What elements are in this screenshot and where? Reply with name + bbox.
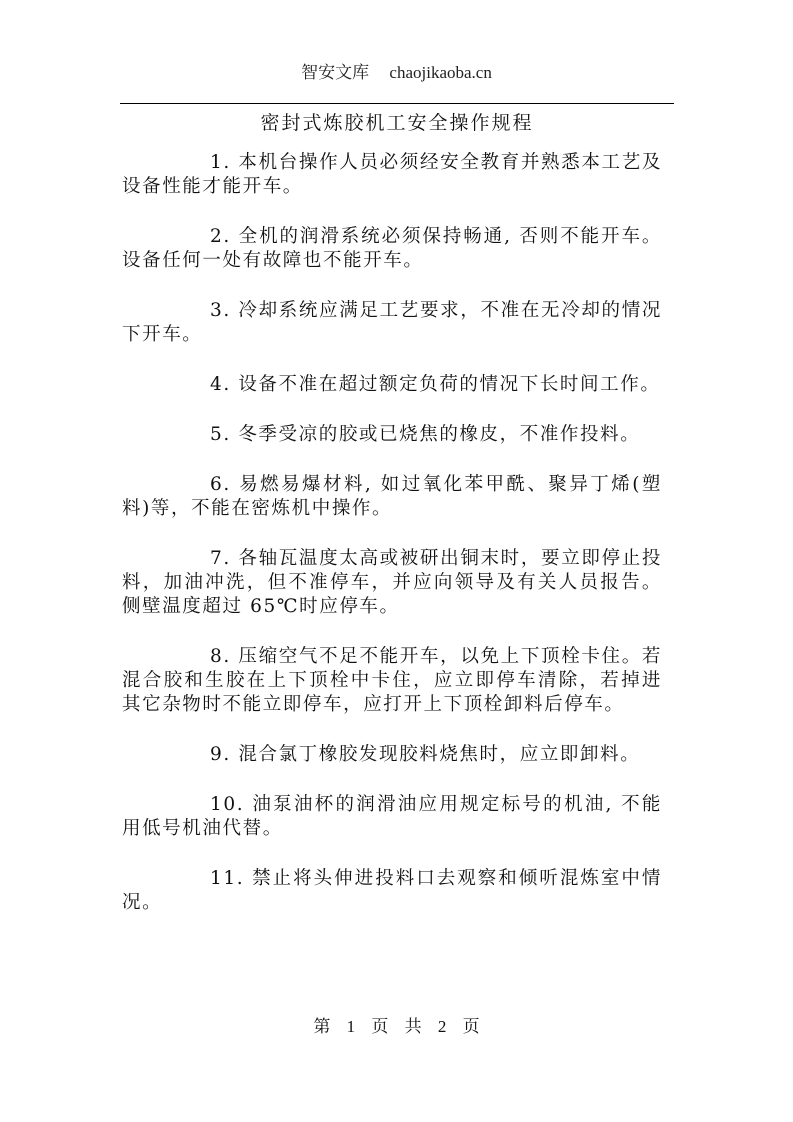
paragraph-1: 1. 本机台操作人员必须经安全教育并熟悉本工艺及设备性能才能开车。 (122, 152, 662, 197)
site-url: chaojikaoba.cn (389, 63, 492, 82)
paragraph-9: 9. 混合氯丁橡胶发现胶料烧焦时，应立即卸料。 (210, 744, 641, 765)
paragraph-11: 11. 禁止将头伸进投料口去观察和倾听混炼室中情况。 (122, 868, 662, 913)
paragraph-3: 3. 冷却系统应满足工艺要求，不准在无冷却的情况下开车。 (122, 300, 662, 345)
page-prefix: 第 (313, 1017, 331, 1036)
total-prefix: 共 (404, 1017, 422, 1036)
paragraph-4: 4. 设备不准在超过额定负荷的情况下长时间工作。 (210, 374, 661, 395)
paragraph-2: 2. 全机的润滑系统必须保持畅通, 否则不能开车。设备任何一处有故障也不能开车。 (122, 226, 662, 271)
total-pages-number: 2 (437, 1017, 447, 1036)
paragraph-7: 7. 各轴瓦温度太高或被研出铜末时，要立即停止投料，加油冲洗，但不准停车，并应向领导及有关人员报告。侧壁温度超过 65℃时应停车。 (122, 548, 662, 617)
page-header (0, 58, 793, 83)
total-label: 页 (462, 1017, 480, 1036)
page-label: 页 (371, 1017, 389, 1036)
paragraph-8: 8. 压缩空气不足不能开车，以免上下顶栓卡住。若混合胶和生胶在上下顶栓中卡住，应立即停车清除，若掉进其它杂物时不能立即停车，应打开上下顶栓卸料后停车。 (122, 646, 662, 715)
site-name: 智安文库 (301, 63, 370, 82)
document-title: 密封式炼胶机工安全操作规程 (260, 112, 534, 134)
current-page-number: 1 (346, 1017, 356, 1036)
page-footer (0, 1012, 793, 1037)
document-body (122, 151, 662, 941)
header-divider (120, 103, 674, 104)
paragraph-5: 5. 冬季受凉的胶或已烧焦的橡皮，不准作投料。 (210, 424, 641, 445)
paragraph-10: 10. 油泵油杯的润滑油应用规定标号的机油, 不能用低号机油代替。 (122, 794, 662, 839)
paragraph-6: 6. 易燃易爆材料, 如过氧化苯甲酰、聚异丁烯(塑料)等，不能在密炼机中操作。 (122, 474, 662, 519)
